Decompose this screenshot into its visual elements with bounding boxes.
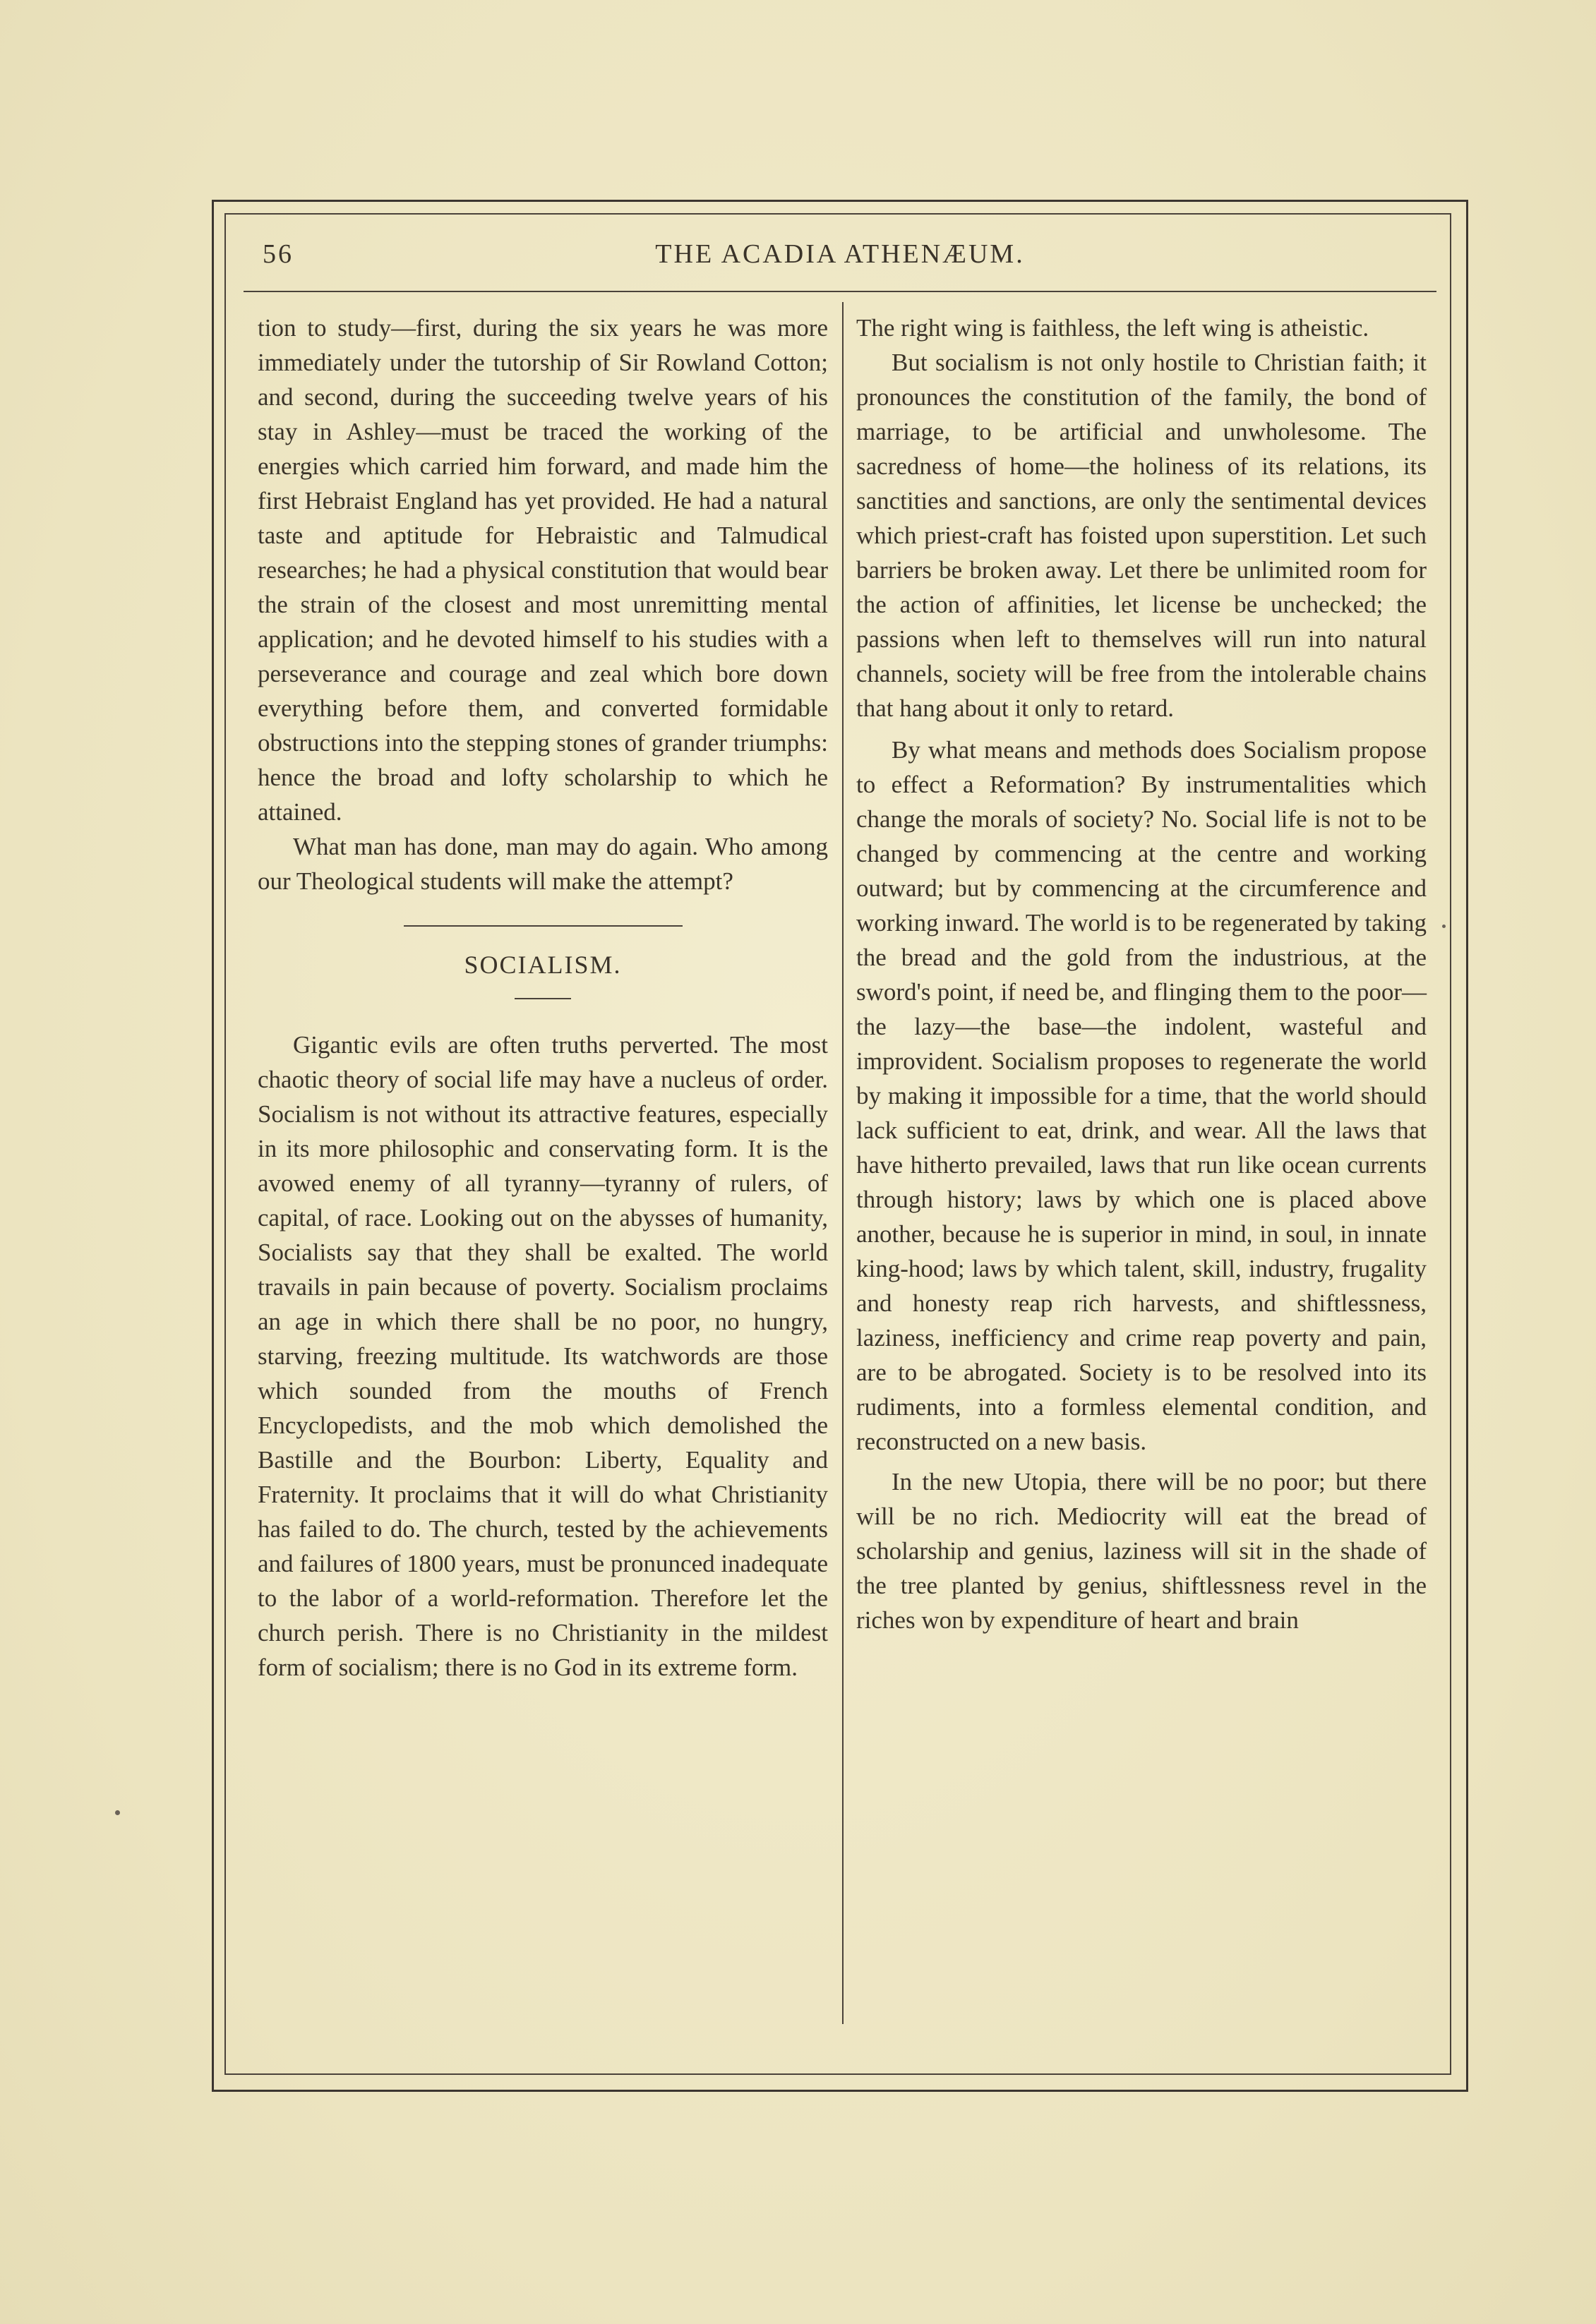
page-number: 56 (263, 239, 294, 269)
paragraph: tion to study—first, during the six years he was more immediately under the tutorship of Sir Rowland Cotton; and second, during the succeeding twelve years of his stay in Ashley—must be traced the working of the energies which carried him forward, and made him the first Hebraist England has yet provided. He had a natural taste and aptitude for Hebraistic and Talmudical researches; he had a physical constitution that would bear the strain of the closest and most unremitting mental application; and he devoted himself to his studies with a perseverance and courage and zeal which bore down everything before them, and converted formidable obstructions into the stepping stones of grander triumphs: hence the broad and lofty scholarship to which he attained. (258, 314, 828, 826)
paragraph: Gigantic evils are often truths perverted. The most chaotic theory of social life may have a nucleus of order. Socialism is not without its attractive features, especially in its more philosophic and conservating form. It is the avowed enemy of all tyranny—tyranny of rulers, of capital, of race. Looking out on the abysses of humanity, Socialists say that they shall be exalted. The world travails in pain because of poverty. Socialism proclaims an age in which there shall be no poor, no hungry, starving, freezing multitude. Its watchwords are those which sounded from the mouths of French Encyclopedists, and the mob which demolished the Bastille and the Bourbon: Liberty, Equality and Fraternity. It proclaims that it will do what Christianity has failed to do. The church, tested by the achievements and failures of 1800 years, must be pronunced inadequate to the labor of a world-reformation. Therefore let the church perish. There is no Christianity in the mildest form of socialism; there is no God in its extreme form. (258, 1031, 828, 1681)
article-separator-rule (404, 925, 683, 927)
paragraph: But socialism is not only hostile to Christian faith; it pronounces the constitution of the family, the bond of marriage, to be artificial and unwholesome. The sacredness of home—the holiness of its relations, its sanctities and sanctions, are only the sentimental devices which priest-craft has foisted upon superstition. Let such barriers be broken away. Let there be unlimited room for the action of affinities, let license be unchecked; the passions when left to themselves will run into natural channels, society will be free from the intolerable chains that hang about it only to retard. (856, 349, 1427, 722)
paragraph: The right wing is faithless, the left wing is atheistic. (856, 314, 1369, 342)
header-rule (244, 291, 1436, 292)
paragraph: In the new Utopia, there will be no poor; but there will be no rich. Mediocrity will eat the bread of scholarship and genius, laziness will sit in the shade of the tree planted by genius, shiftlessness revel in the riches won by expenditure of heart and brain (856, 1468, 1427, 1634)
paper-speck (1442, 925, 1446, 928)
right-column (856, 311, 1427, 1637)
paragraph: By what means and methods does Socialism propose to effect a Reformation? By instrumentalities which change the morals of society? No. Social life is not to be changed by commencing at the centre and working outward; but by commencing at the circumference and working inward. The world is to be regenerated by taking the bread and the gold from the industrious, at the sword's point, if need be, and flinging them to the poor—the lazy—the base—the indolent, wasteful and improvident. Socialism proposes to regenerate the world by making it impossible for a time, that the world should lack sufficient to eat, drink, and wear. All the laws that have hitherto prevailed, laws that run like ocean currents through history; laws by which one is placed above another, because he is superior in mind, in soul, in innate king-hood; laws by which talent, skill, industry, frugality and honesty reap rich harvests, and shiftlessness, laziness, inefficiency and crime reap poverty and pain, are to be abrogated. Society is to be resolved into its rudiments, into a formless elemental condition, and reconstructed on a new basis. (856, 736, 1427, 1455)
running-head (254, 239, 1426, 281)
column-divider (842, 302, 844, 2024)
paper-speck (115, 1810, 120, 1815)
journal-title: THE ACADIA ATHENÆUM. (655, 239, 1025, 269)
section-title: SOCIALISM. (464, 951, 622, 979)
title-underline-rule (515, 998, 571, 999)
left-column (258, 311, 828, 1685)
paragraph: What man has done, man may do again. Who among our Theological students will make the attempt? (258, 833, 828, 895)
